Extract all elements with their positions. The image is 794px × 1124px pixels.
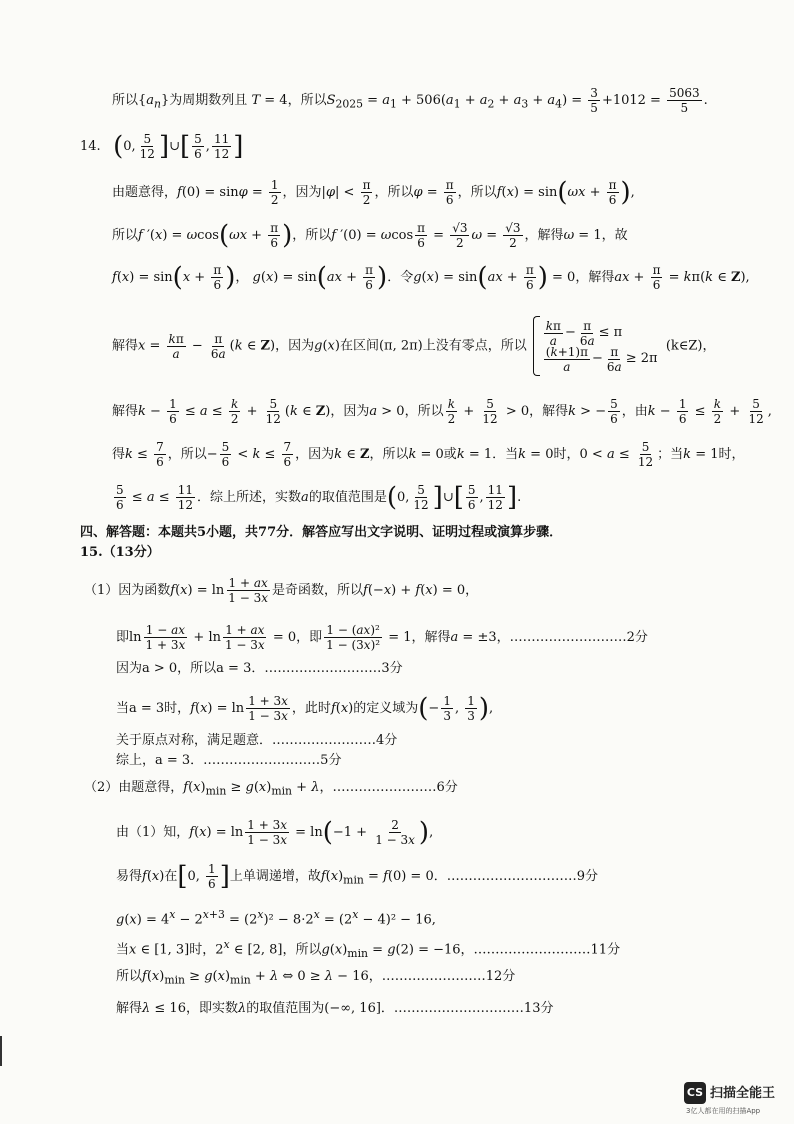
text: 所以{: [112, 93, 147, 108]
text: ，所以: [282, 942, 322, 958]
p6-line: 综上，a = 3．………………………5分: [116, 753, 342, 768]
text: 解得: [112, 338, 139, 354]
text: ，解得: [575, 270, 615, 285]
text: }为周期数列且: [161, 93, 248, 108]
text: 在: [164, 869, 178, 884]
p7-line: （2）由题意得，$f(x)_{min} \ge g(x)_{min} + \lambda$，……………………6分: [84, 780, 458, 798]
text: ．当: [492, 447, 519, 462]
q14-answer: 14. (0, $\frac{5}{12}$ ]∪[ $\frac{5}{6}$ , $\frac{11}{12}$ ]: [80, 131, 244, 162]
text: ，………………………2分: [496, 630, 648, 645]
text: ；当: [657, 447, 684, 462]
text: （2）由题意得，: [84, 780, 184, 795]
text: ．令: [387, 270, 414, 285]
text: ，解得: [529, 404, 569, 419]
p13-line: 解得λ ≤ 16，即实数λ的取值范围为(−∞, 16]．…………………………13分: [116, 1001, 554, 1016]
text: ．综上所述，实数: [197, 490, 302, 505]
inequality-system: $\frac{k\pi}{a}$ − $\frac{\pi}{6a}$ ≤ π $\frac{(k+1)\pi}{a}$ − $\frac{\pi}{6a}$ ≥ 2π: [545, 318, 658, 374]
line-7: 解得k − $\frac{1}{6}$ ≤ a ≤ $\frac{k}{2}$ + $\frac{5}{12}$ (k ∈ Z)，因为a > 0，所以 $\frac{k}{2}$ + $\frac{5}{12}$ > 0，解得k > − $\frac{5}{6}$ ，由k − $\frac{1}{6}$ ≤ $\frac{k}{2}$ + $\frac{5}{12}$ ,: [112, 397, 772, 426]
text: ．…………………………9分: [433, 869, 598, 884]
text: 时，: [718, 447, 745, 462]
p8-line: 由（1）知，f(x) = ln $\frac{1 + 3x}{1 - 3x}$ = ln(−1 + $\frac{2}{1 - 3x}$ ),: [116, 817, 434, 848]
question-number: 14.: [80, 139, 101, 154]
text: 上单调递增，故: [229, 869, 321, 884]
camscanner-logo-icon: CS: [684, 1082, 706, 1104]
line-4: 所以f ′(x) = ωcos(ωx + $\frac{\pi}{6}$ )，所以f ′(0) = ωcos $\frac{\pi}{6}$ = $\frac{√3}{2}$ ω = $\frac{√3}{2}$ ，解得ω = 1，故: [112, 220, 628, 251]
p9-line: 易得f(x)在[0, $\frac{1}{6}$ ]上单调递增，故$f(x)_{min} = f(0) = 0$．…………………………9分: [116, 861, 598, 892]
line-6: 解得x = $\frac{k\pi}{a}$ − $\frac{\pi}{6a}$ (k ∈ Z)，因为g(x)在区间(π, 2π)上没有零点，所以 $\frac{k\pi}{a}$ − $\frac{\pi}{6a}$ ≤ π $\frac{(k+1)\pi}{a}$ − $\frac{\pi}{6a}$ ≥ 2π (k∈Z)，: [112, 316, 716, 376]
text: 的取值范围为: [246, 1001, 325, 1016]
text: ，此时: [291, 701, 331, 716]
question-15-header: 15.（13分）: [80, 545, 160, 560]
text: 解得: [116, 1001, 143, 1016]
text: 的取值范围是: [308, 490, 387, 505]
text: ，故: [601, 228, 628, 243]
text: ，因为: [330, 404, 370, 419]
text: ，所以: [167, 447, 207, 462]
text: ，……………………12分: [368, 969, 516, 984]
text: 在区间: [339, 338, 379, 354]
text: 或: [443, 447, 457, 462]
text: 易得: [116, 869, 143, 884]
text: 所以: [112, 228, 139, 243]
text: ，所以: [374, 185, 414, 200]
text: ，因为: [295, 447, 335, 462]
text: ，解得: [411, 630, 451, 645]
p5-line: 关于原点对称，满足题意．……………………4分: [116, 733, 398, 748]
text: 所以: [116, 969, 143, 984]
text: ，所以: [287, 93, 327, 108]
line-3: 由题意得，f(0) = sinφ = $\frac{1}{2}$ ，因为|φ| < $\frac{\pi}{2}$ ，所以φ = $\frac{\pi}{6}$ ，所以f(x) = sin(ωx + $\frac{\pi}{6}$ ),: [112, 177, 635, 208]
text: ，即实数: [185, 1001, 238, 1016]
p1-line: （1）因为函数f(x) = ln $\frac{1 + ax}{1 - 3x}$ 是奇函数，所以f(−x) + f(x) = 0，: [84, 576, 479, 605]
brand-name: 扫描全能王: [710, 1086, 776, 1101]
text: 上没有零点，所以: [422, 338, 527, 354]
text: ，因为: [282, 185, 322, 200]
text: +1012 =: [601, 93, 661, 108]
section-header: 四、解答题：本题共5小题，共77分．解答应写出文字说明、证明过程或演算步骤．: [80, 525, 563, 540]
text: ，所以: [369, 447, 409, 462]
text: 当: [116, 942, 130, 958]
p3-line: 因为a > 0，所以a = 3．………………………3分: [116, 661, 403, 676]
system-brace: [533, 316, 540, 376]
text: 时，: [189, 942, 216, 958]
p4-line: 当a = 3时，f(x) = ln $\frac{1 + 3x}{1 - 3x}$ ，此时f(x)的定义域为(− $\frac{1}{3}$ , $\frac{1}{3}$ ),: [116, 693, 494, 724]
text: 当a = 3时，: [116, 701, 191, 716]
text: ，解得: [524, 228, 564, 243]
p11-line: 当x ∈ [1, 3]时，2$^x$ ∈ [2, 8]，所以$g(x)_{min} = g(2) = -16$，………………………11分: [116, 938, 621, 960]
text: 由（1）知，: [116, 825, 190, 840]
text: ，所以: [404, 404, 444, 419]
text: ，即: [296, 630, 323, 645]
text: ，因为: [275, 338, 315, 354]
text: ，所以: [457, 185, 497, 200]
p12-line: 所以$f(x)_{min} \ge g(x)_{min} + \lambda$ ⇔ 0 ≥ λ − 16，……………………12分: [116, 969, 516, 987]
line-5: f(x) = sin(x + $\frac{\pi}{6}$ )， g(x) = sin(ax + $\frac{\pi}{6}$ )．令g(x) = sin(ax + $\frac{\pi}{6}$ ) = 0，解得ax + $\frac{\pi}{6}$ = kπ(k ∈ Z),: [112, 262, 750, 293]
p10-line: $g(x) = 4^x - 2^{x+3} = (2^x)^2 - 8\cdot 2^x = (2^x - 4)^2 - 16$,: [116, 908, 436, 928]
text: 解得: [112, 404, 139, 419]
text: ，………………………11分: [460, 942, 621, 958]
text: 由题意得，: [112, 185, 178, 200]
text: 是奇函数，所以: [272, 583, 364, 598]
p2-line: 即ln $\frac{1 - ax}{1 + 3x}$ + ln $\frac{1 + ax}{1 - 3x}$ = 0，即 $\frac{\text{1 − (ax)²}}{\text{1 − (3x)²}}$ = 1，解得a = ±3，………………………2分: [116, 623, 648, 652]
text: 得: [112, 447, 126, 462]
text: (k∈Z)，: [665, 338, 716, 354]
text: ，: [235, 270, 249, 285]
text: ．…………………………13分: [380, 1001, 554, 1016]
text: ，所以: [292, 228, 332, 243]
text: 时，: [553, 447, 580, 462]
line-8: 得k ≤ $\frac{7}{6}$ ，所以− $\frac{5}{6}$ < k ≤ $\frac{7}{6}$ ，因为k ∈ Z，所以k = 0或k = 1．当k = 0时，0 < a ≤ $\frac{5}{12}$ ；当k = 1时，: [112, 440, 745, 469]
text: （1）因为函数: [84, 583, 171, 598]
text: ，……………………6分: [319, 780, 458, 795]
text: 即: [116, 630, 130, 645]
line-1: 所以$\{a_n\}$为周期数列且 T = 4，所以$S_{2025} = a_1 + 506(a_1 + a_2 + a_3 + a_4)$ = $\frac{3}{5}$ +1012 = $\frac{5063}{5}$ .: [112, 86, 708, 115]
text: 的定义域为: [353, 701, 419, 716]
line-9: $\frac{5}{6}$ ≤ a ≤ $\frac{11}{12}$ ．综上所述，实数a的取值范围是(0, $\frac{5}{12}$ ]∪[ $\frac{5}{6}$ , $\frac{11}{12}$ ].: [116, 482, 522, 513]
text: ，由: [621, 404, 648, 419]
scan-edge-mark: [0, 1036, 2, 1066]
brand-tagline: 3亿人都在用的扫描App: [686, 1107, 761, 1115]
